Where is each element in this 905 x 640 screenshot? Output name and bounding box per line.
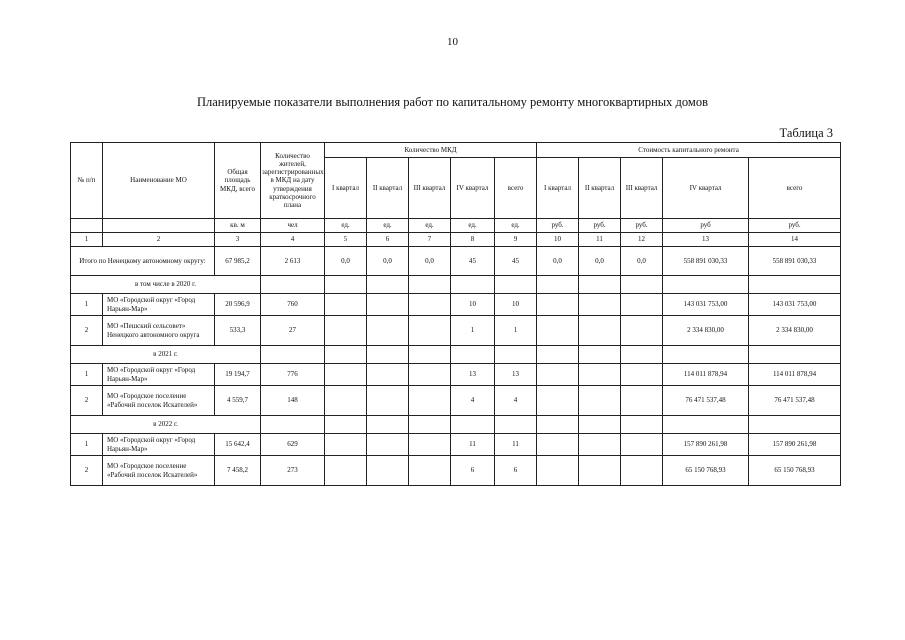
row-mkd-q4: 10 xyxy=(451,294,495,316)
row-name: МО «Городское поселение «Рабочий поселок Искателей» xyxy=(103,386,215,416)
row-mkd-q4: 1 xyxy=(451,316,495,346)
empty-cell xyxy=(451,346,495,364)
header-mkd-group: Количество МКД xyxy=(325,143,537,158)
empty-cell xyxy=(325,316,367,346)
empty-cell xyxy=(537,316,579,346)
empty-cell xyxy=(325,416,367,434)
empty-cell xyxy=(409,276,451,294)
empty-cell xyxy=(537,456,579,486)
empty-cell xyxy=(367,346,409,364)
empty-cell xyxy=(579,294,621,316)
row-mkd-total: 11 xyxy=(495,434,537,456)
table-row xyxy=(71,456,841,486)
total-mkd-total: 45 xyxy=(495,247,537,276)
capital-repair-table xyxy=(70,142,841,486)
unit-mkd-q3: ед. xyxy=(409,219,451,233)
empty-cell xyxy=(451,276,495,294)
empty-cell xyxy=(367,276,409,294)
empty-cell xyxy=(663,416,749,434)
empty-cell xyxy=(579,346,621,364)
empty-cell xyxy=(325,276,367,294)
total-mkd-q2: 0,0 xyxy=(367,247,409,276)
empty-cell xyxy=(663,346,749,364)
total-mkd-q4: 45 xyxy=(451,247,495,276)
header-mkd-total: всего xyxy=(495,158,537,219)
header-cost-group: Стоимость капитального ремонта xyxy=(537,143,841,158)
row-cost-total: 143 031 753,00 xyxy=(749,294,841,316)
row-mkd-q4: 13 xyxy=(451,364,495,386)
table-row xyxy=(71,294,841,316)
unit-cost-q4: руб xyxy=(663,219,749,233)
column-number: 12 xyxy=(621,233,663,247)
empty-cell xyxy=(409,456,451,486)
empty-cell xyxy=(409,316,451,346)
unit-mkd-q1: ед. xyxy=(325,219,367,233)
empty-cell xyxy=(495,416,537,434)
total-cost-q4: 558 891 030,33 xyxy=(663,247,749,276)
empty-cell xyxy=(621,364,663,386)
row-mkd-total: 10 xyxy=(495,294,537,316)
row-name: МО «Городское поселение «Рабочий поселок Искателей» xyxy=(103,456,215,486)
empty-cell xyxy=(579,456,621,486)
total-mkd-q3: 0,0 xyxy=(409,247,451,276)
column-number: 10 xyxy=(537,233,579,247)
unit-mkd-q4: ед. xyxy=(451,219,495,233)
row-name: МО «Городской округ «Город Нарьян-Мар» xyxy=(103,364,215,386)
empty-cell xyxy=(621,434,663,456)
header-num: № п/п xyxy=(71,143,103,219)
empty-cell xyxy=(325,386,367,416)
empty-cell xyxy=(579,364,621,386)
header-residents: Количество жителей, зарегистрированных в МКД на дату утверждения краткосрочного плана xyxy=(261,143,325,219)
empty-cell xyxy=(451,416,495,434)
empty-cell xyxy=(495,346,537,364)
unit-residents: чел xyxy=(261,219,325,233)
header-cost-q4: IV квартал xyxy=(663,158,749,219)
unit-cost-q2: руб. xyxy=(579,219,621,233)
empty-cell xyxy=(261,346,325,364)
row-residents: 27 xyxy=(261,316,325,346)
section-label: в 2022 г. xyxy=(71,416,261,434)
row-residents: 629 xyxy=(261,434,325,456)
row-name: МО «Пешский сельсовет» Ненецкого автономного округа xyxy=(103,316,215,346)
empty-cell xyxy=(409,386,451,416)
empty-cell xyxy=(367,456,409,486)
row-area: 20 596,9 xyxy=(215,294,261,316)
table-row xyxy=(71,364,841,386)
row-residents: 273 xyxy=(261,456,325,486)
empty-cell xyxy=(621,456,663,486)
header-cost-q2: II квартал xyxy=(579,158,621,219)
column-number: 13 xyxy=(663,233,749,247)
section-row-2021 xyxy=(71,346,841,364)
empty-cell xyxy=(367,434,409,456)
page-number: 10 xyxy=(447,36,458,48)
header-row-1 xyxy=(71,143,841,158)
row-cost-total: 114 011 878,94 xyxy=(749,364,841,386)
empty-cell xyxy=(261,416,325,434)
empty-cell xyxy=(537,346,579,364)
row-num: 2 xyxy=(71,386,103,416)
unit-cost-q1: руб. xyxy=(537,219,579,233)
empty-cell xyxy=(621,294,663,316)
empty-cell xyxy=(495,276,537,294)
row-cost-total: 76 471 537,48 xyxy=(749,386,841,416)
empty-cell xyxy=(537,294,579,316)
table-row xyxy=(71,386,841,416)
empty-cell xyxy=(579,276,621,294)
empty-cell xyxy=(325,456,367,486)
row-cost-total: 2 334 830,00 xyxy=(749,316,841,346)
header-mkd-q4: IV квартал xyxy=(451,158,495,219)
empty-cell xyxy=(261,276,325,294)
empty-cell xyxy=(579,316,621,346)
column-number: 8 xyxy=(451,233,495,247)
empty-cell xyxy=(367,364,409,386)
unit-cell xyxy=(103,219,215,233)
empty-cell xyxy=(749,276,841,294)
unit-mkd-total: ед. xyxy=(495,219,537,233)
header-mkd-q1: I квартал xyxy=(325,158,367,219)
row-mkd-total: 6 xyxy=(495,456,537,486)
total-label: Итого по Ненецкому автономному округу: xyxy=(71,247,215,276)
empty-cell xyxy=(749,346,841,364)
row-residents: 148 xyxy=(261,386,325,416)
row-cost-q4: 76 471 537,48 xyxy=(663,386,749,416)
unit-mkd-q2: ед. xyxy=(367,219,409,233)
row-area: 15 642,4 xyxy=(215,434,261,456)
section-row-2022 xyxy=(71,416,841,434)
empty-cell xyxy=(621,346,663,364)
empty-cell xyxy=(579,386,621,416)
row-cost-q4: 114 011 878,94 xyxy=(663,364,749,386)
empty-cell xyxy=(537,416,579,434)
header-cost-total: всего xyxy=(749,158,841,219)
row-cost-q4: 2 334 830,00 xyxy=(663,316,749,346)
empty-cell xyxy=(367,416,409,434)
row-mkd-q4: 4 xyxy=(451,386,495,416)
header-name: Наименование МО xyxy=(103,143,215,219)
row-num: 2 xyxy=(71,456,103,486)
header-mkd-q2: II квартал xyxy=(367,158,409,219)
total-row xyxy=(71,247,841,276)
row-mkd-total: 4 xyxy=(495,386,537,416)
empty-cell xyxy=(537,434,579,456)
column-number-row xyxy=(71,233,841,247)
empty-cell xyxy=(409,364,451,386)
total-cost-total: 558 891 030,33 xyxy=(749,247,841,276)
total-mkd-q1: 0,0 xyxy=(325,247,367,276)
row-residents: 760 xyxy=(261,294,325,316)
column-number: 3 xyxy=(215,233,261,247)
row-area: 19 194,7 xyxy=(215,364,261,386)
column-number: 1 xyxy=(71,233,103,247)
header-cost-q3: III квартал xyxy=(621,158,663,219)
empty-cell xyxy=(621,386,663,416)
column-number: 7 xyxy=(409,233,451,247)
empty-cell xyxy=(367,294,409,316)
row-mkd-q4: 6 xyxy=(451,456,495,486)
column-number: 11 xyxy=(579,233,621,247)
header-mkd-q3: III квартал xyxy=(409,158,451,219)
row-area: 4 559,7 xyxy=(215,386,261,416)
unit-cost-total: руб. xyxy=(749,219,841,233)
unit-cost-q3: руб. xyxy=(621,219,663,233)
empty-cell xyxy=(325,364,367,386)
empty-cell xyxy=(325,346,367,364)
row-num: 2 xyxy=(71,316,103,346)
empty-cell xyxy=(367,316,409,346)
row-cost-q4: 65 150 768,93 xyxy=(663,456,749,486)
column-number: 14 xyxy=(749,233,841,247)
row-mkd-q4: 11 xyxy=(451,434,495,456)
unit-area: кв. м xyxy=(215,219,261,233)
document-title: Планируемые показатели выполнения работ по капитальному ремонту многоквартирных домов xyxy=(196,95,708,109)
column-number: 6 xyxy=(367,233,409,247)
empty-cell xyxy=(537,276,579,294)
empty-cell xyxy=(579,434,621,456)
empty-cell xyxy=(409,294,451,316)
table-row xyxy=(71,316,841,346)
row-area: 7 458,2 xyxy=(215,456,261,486)
row-area: 533,3 xyxy=(215,316,261,346)
empty-cell xyxy=(749,416,841,434)
empty-cell xyxy=(367,386,409,416)
empty-cell xyxy=(579,416,621,434)
empty-cell xyxy=(621,316,663,346)
column-number: 4 xyxy=(261,233,325,247)
total-residents: 2 613 xyxy=(261,247,325,276)
empty-cell xyxy=(663,276,749,294)
row-cost-q4: 143 031 753,00 xyxy=(663,294,749,316)
section-label: в 2021 г. xyxy=(71,346,261,364)
section-label: в том числе в 2020 г. xyxy=(71,276,261,294)
row-residents: 776 xyxy=(261,364,325,386)
row-num: 1 xyxy=(71,294,103,316)
row-mkd-total: 13 xyxy=(495,364,537,386)
total-cost-q1: 0,0 xyxy=(537,247,579,276)
table-row xyxy=(71,434,841,456)
row-name: МО «Городской округ «Город Нарьян-Мар» xyxy=(103,434,215,456)
empty-cell xyxy=(409,416,451,434)
row-num: 1 xyxy=(71,364,103,386)
row-num: 1 xyxy=(71,434,103,456)
empty-cell xyxy=(537,386,579,416)
total-cost-q2: 0,0 xyxy=(579,247,621,276)
empty-cell xyxy=(409,434,451,456)
total-area: 67 985,2 xyxy=(215,247,261,276)
column-number: 9 xyxy=(495,233,537,247)
empty-cell xyxy=(537,364,579,386)
column-number: 2 xyxy=(103,233,215,247)
empty-cell xyxy=(621,416,663,434)
row-cost-q4: 157 890 261,98 xyxy=(663,434,749,456)
row-name: МО «Городской округ «Город Нарьян-Мар» xyxy=(103,294,215,316)
table-label: Таблица 3 xyxy=(779,126,833,140)
header-area: Общая площадь МКД, всего xyxy=(215,143,261,219)
units-row xyxy=(71,219,841,233)
row-cost-total: 65 150 768,93 xyxy=(749,456,841,486)
total-cost-q3: 0,0 xyxy=(621,247,663,276)
row-mkd-total: 1 xyxy=(495,316,537,346)
empty-cell xyxy=(325,434,367,456)
column-number: 5 xyxy=(325,233,367,247)
row-cost-total: 157 890 261,98 xyxy=(749,434,841,456)
empty-cell xyxy=(325,294,367,316)
section-row-2020 xyxy=(71,276,841,294)
header-cost-q1: I квартал xyxy=(537,158,579,219)
empty-cell xyxy=(621,276,663,294)
empty-cell xyxy=(409,346,451,364)
unit-cell xyxy=(71,219,103,233)
